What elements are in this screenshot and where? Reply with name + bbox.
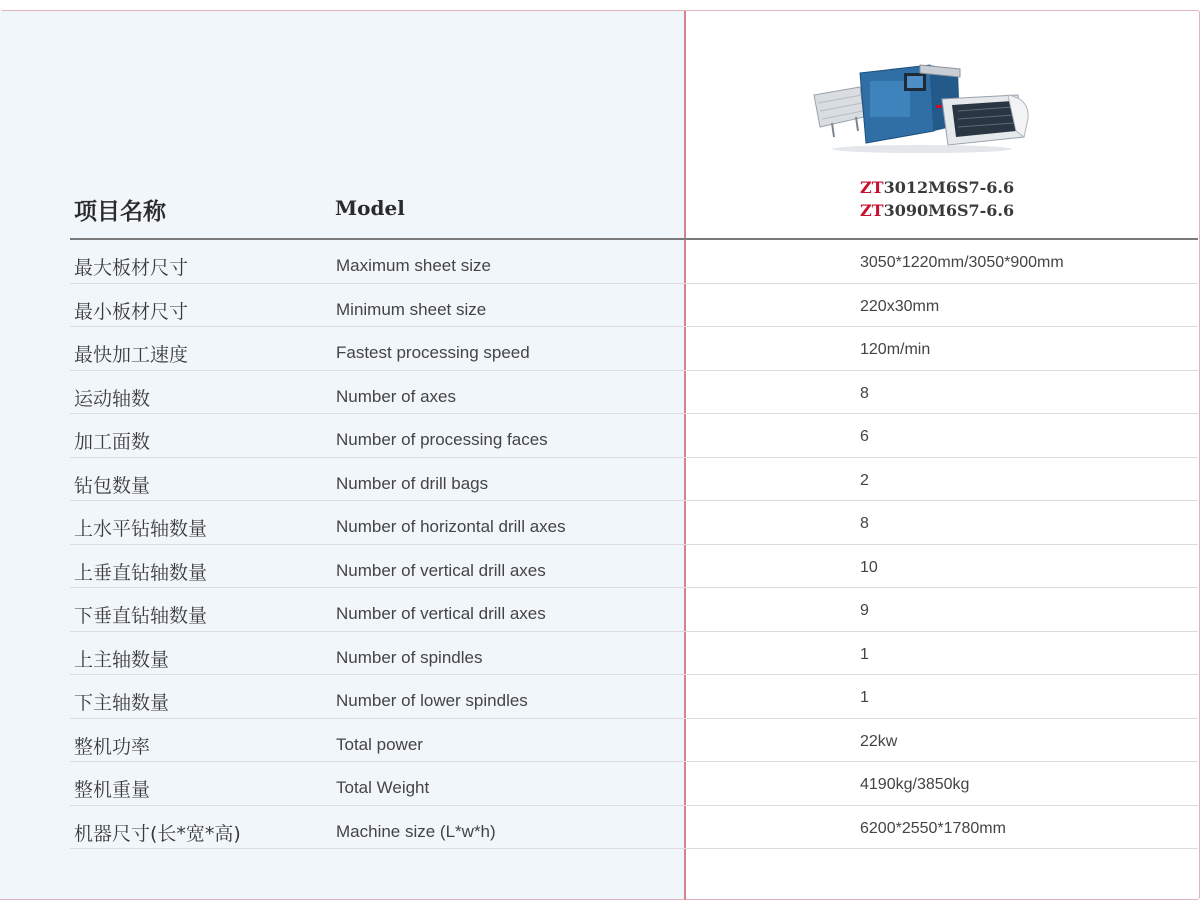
table-row bbox=[0, 501, 1202, 545]
spec-label-cn: 下垂直钻轴数量 bbox=[74, 605, 208, 627]
table-row bbox=[0, 806, 1202, 850]
spec-value: 220x30mm bbox=[860, 297, 940, 315]
spec-value: 6200*2550*1780mm bbox=[860, 819, 1006, 837]
header-name-en: Model bbox=[335, 196, 405, 220]
spec-value: 9 bbox=[860, 602, 869, 619]
table-row bbox=[0, 675, 1202, 719]
spec-label-cn: 钻包数量 bbox=[74, 474, 151, 497]
table-row bbox=[0, 545, 1202, 589]
spec-label-cn: 最快加工速度 bbox=[74, 344, 189, 366]
spec-label-cn: 运动轴数 bbox=[74, 387, 151, 410]
spec-value: 1 bbox=[860, 645, 869, 663]
spec-label-en: Number of vertical drill axes bbox=[336, 560, 546, 580]
table-row bbox=[0, 284, 1202, 328]
model-number-2: ZT3090M6S7-6.6 bbox=[860, 201, 1015, 220]
spec-label-en: Number of drill bags bbox=[336, 473, 489, 493]
spec-label-cn: 机器尺寸(长*宽*高) bbox=[74, 822, 241, 845]
spec-label-cn: 最大板材尺寸 bbox=[74, 257, 189, 279]
spec-label-en: Total power bbox=[336, 734, 423, 754]
spec-label-cn: 加工面数 bbox=[74, 431, 151, 453]
drilling-machine-image bbox=[812, 55, 1032, 155]
spec-value: 22kw bbox=[860, 732, 898, 750]
spec-value: 3050*1220mm/3050*900mm bbox=[860, 254, 1064, 271]
model-numbers bbox=[860, 176, 1014, 222]
model-number-1: ZT3012M6S7-6.6 bbox=[860, 178, 1015, 197]
spec-value: 10 bbox=[860, 558, 878, 576]
spec-label-en: Maximum sheet size bbox=[336, 256, 491, 275]
spec-value: 2 bbox=[860, 471, 869, 489]
table-row bbox=[0, 588, 1202, 632]
table-row bbox=[0, 414, 1202, 458]
spec-label-en: Number of lower spindles bbox=[336, 691, 528, 710]
table-row bbox=[0, 371, 1202, 415]
spec-label-cn: 整机功率 bbox=[74, 735, 151, 758]
spec-label-en: Number of axes bbox=[336, 386, 456, 406]
header-name-cn: 项目名称 bbox=[74, 199, 166, 225]
spec-label-en: Number of horizontal drill axes bbox=[336, 517, 566, 536]
spec-value: 120m/min bbox=[860, 341, 931, 358]
table-row bbox=[0, 632, 1202, 676]
table-row bbox=[0, 719, 1202, 763]
table-row bbox=[0, 327, 1202, 371]
spec-label-cn: 下主轴数量 bbox=[74, 692, 170, 714]
spec-label-en: Minimum sheet size bbox=[336, 299, 487, 319]
table-row bbox=[0, 458, 1202, 502]
spec-label-en: Machine size (L*w*h) bbox=[336, 821, 496, 841]
table-row bbox=[0, 240, 1202, 284]
row-divider bbox=[70, 848, 1198, 849]
spec-label-cn: 最小板材尺寸 bbox=[74, 300, 189, 323]
spec-label-cn: 上垂直钻轴数量 bbox=[74, 561, 208, 584]
spec-label-en: Number of vertical drill axes bbox=[336, 604, 546, 623]
spec-label-en: Number of processing faces bbox=[336, 430, 548, 449]
spec-label-cn: 上水平钻轴数量 bbox=[74, 518, 208, 540]
table-row bbox=[0, 762, 1202, 806]
spec-table bbox=[0, 240, 1202, 849]
spec-value: 4190kg/3850kg bbox=[860, 776, 970, 793]
spec-value: 1 bbox=[860, 689, 869, 706]
spec-label-cn: 整机重量 bbox=[74, 779, 151, 801]
spec-label-cn: 上主轴数量 bbox=[74, 648, 170, 671]
spec-label-en: Total Weight bbox=[336, 778, 430, 797]
spec-label-en: Fastest processing speed bbox=[336, 343, 530, 362]
spec-value: 8 bbox=[860, 384, 869, 402]
spec-value: 6 bbox=[860, 428, 869, 445]
spec-value: 8 bbox=[860, 515, 869, 532]
spec-label-en: Number of spindles bbox=[336, 647, 483, 667]
